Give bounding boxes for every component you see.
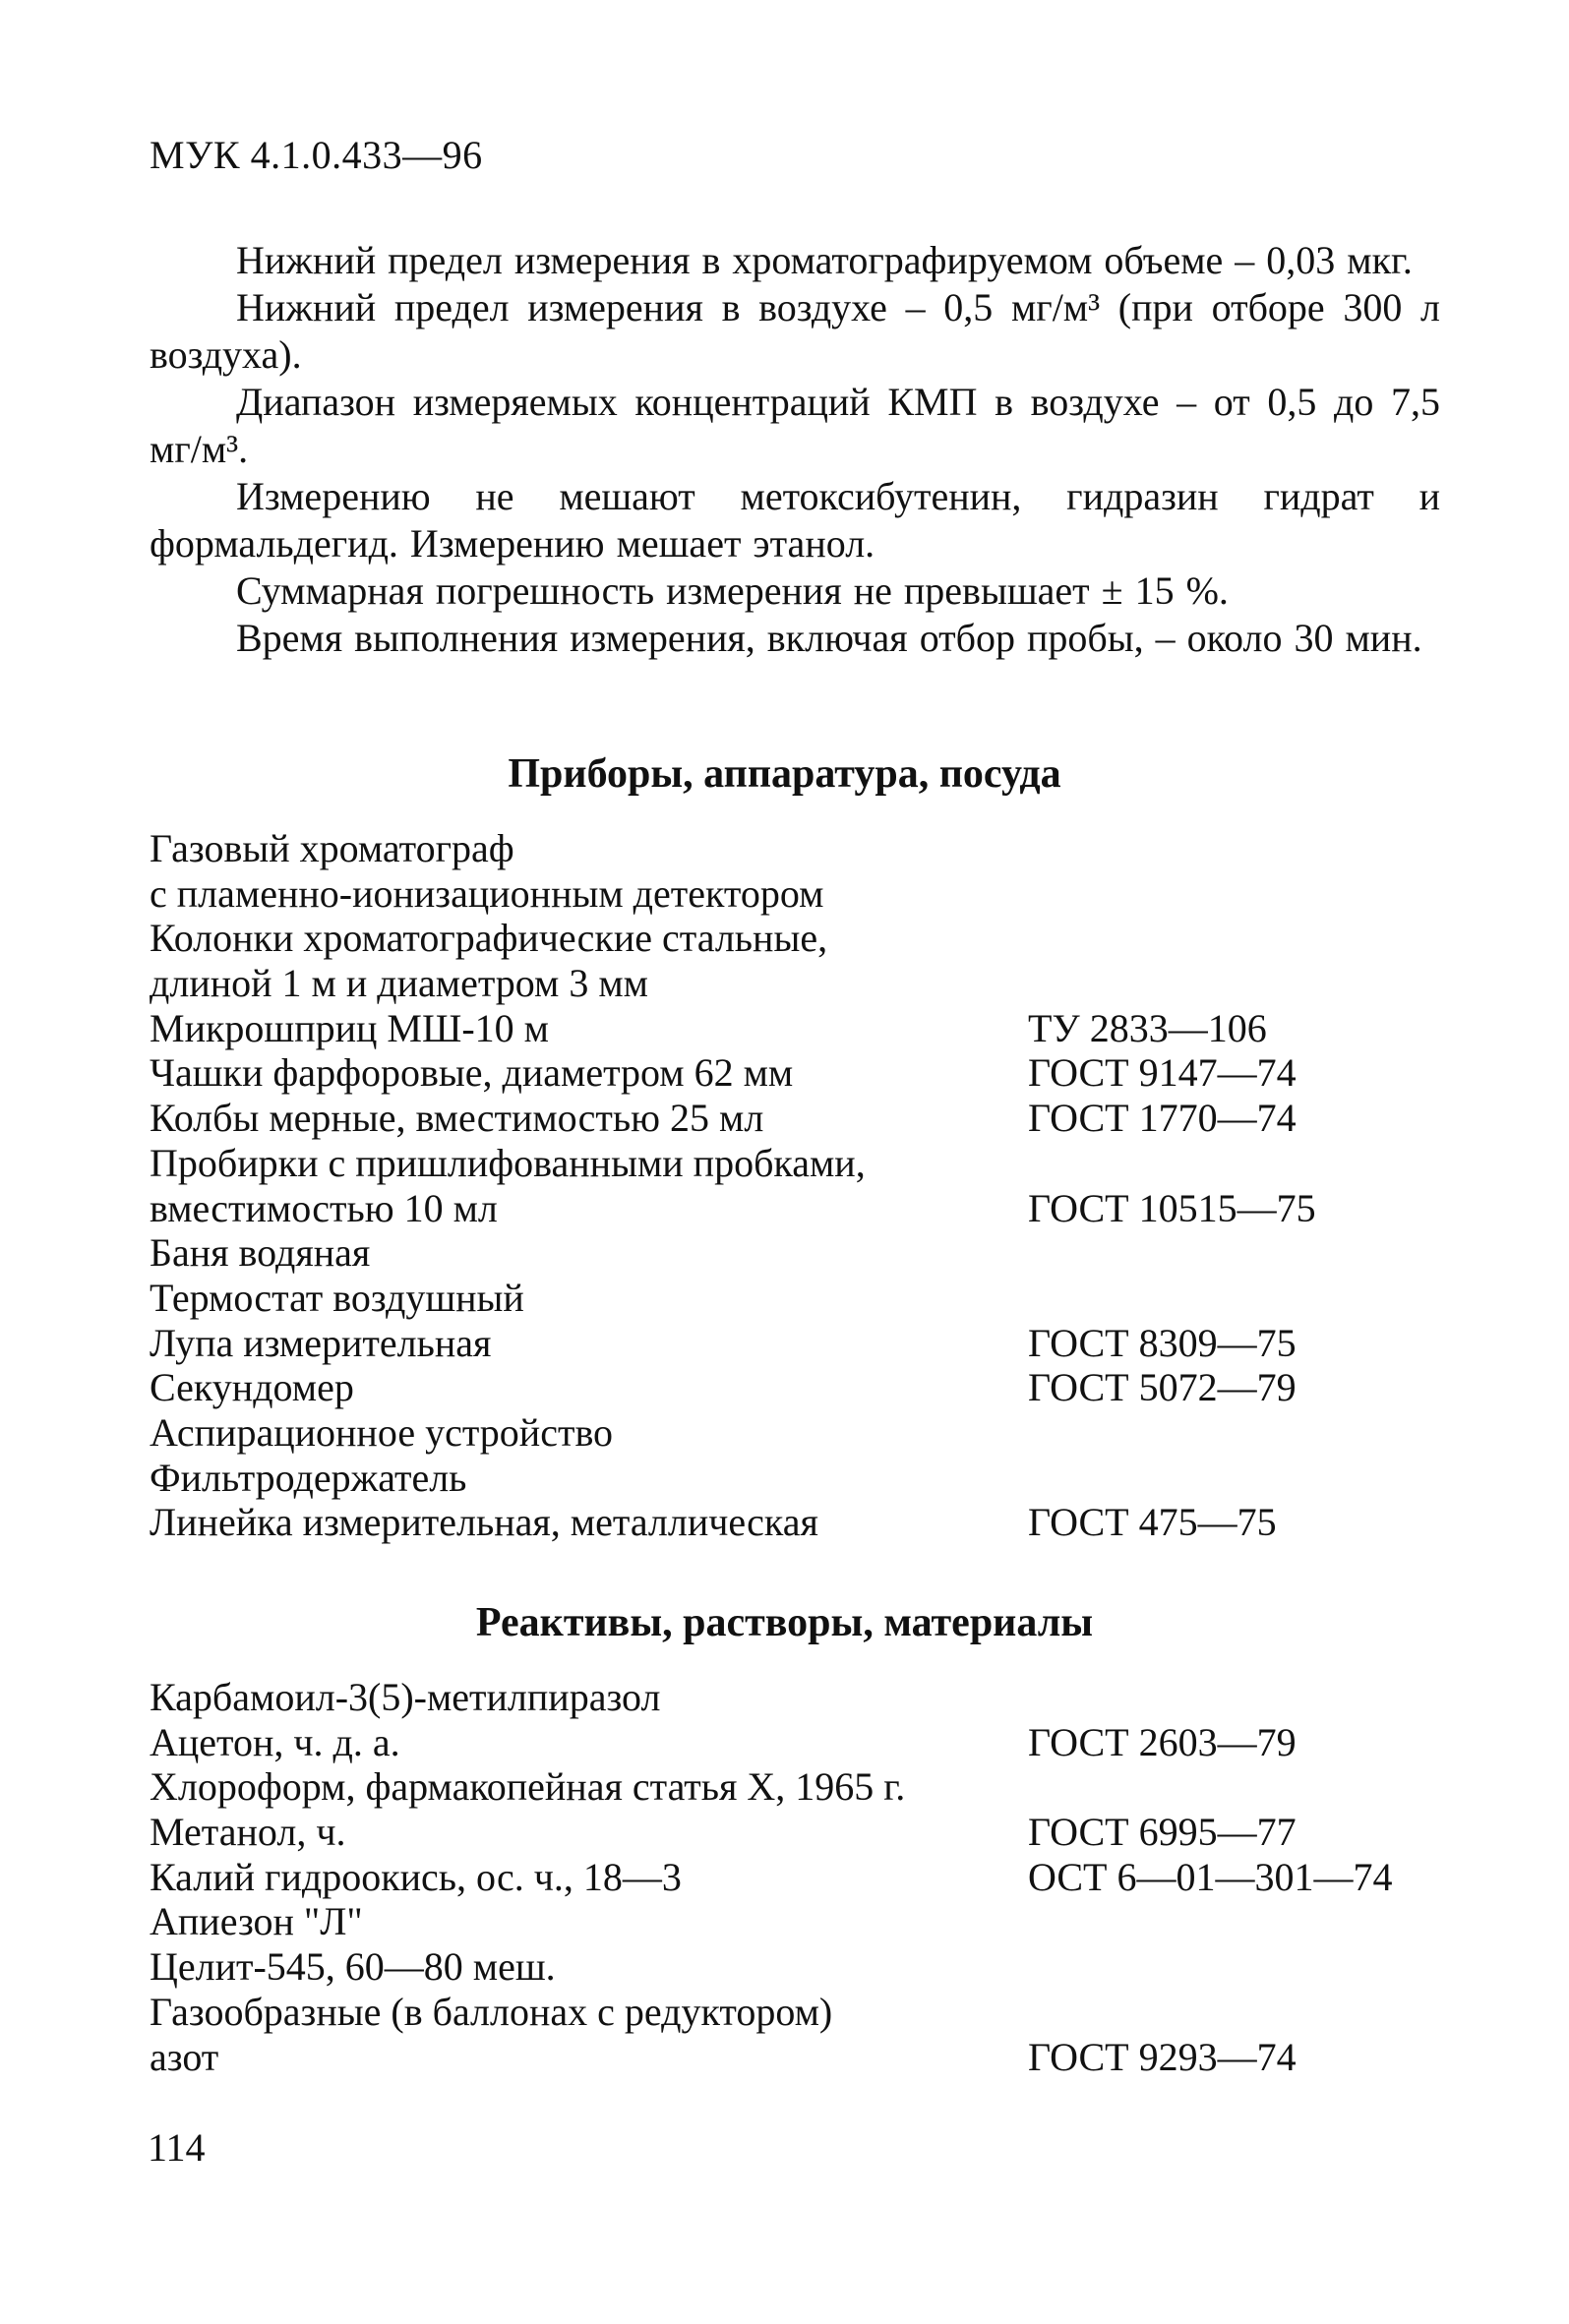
paragraph-time: Время выполнения измерения, включая отбор пробы, – около 30 мин. <box>236 616 1422 660</box>
item-name: азот <box>150 2034 219 2079</box>
paragraph-lower-limit-air: Нижний предел измерения в воздухе – 0,5 мг/м³ (при отборе 300 л воздуха). <box>150 285 1440 377</box>
item-name: Целит-545, 60—80 меш. <box>150 1944 556 1990</box>
item-name: Карбамоил-3(5)-метилпиразол <box>150 1675 661 1719</box>
section-title-reagents: Реактивы, растворы, материалы <box>475 1600 1094 1645</box>
paragraph-range: Диапазон измеряемых концентраций КМП в воздухе – от 0,5 до 7,5 мг/м³. <box>150 380 1440 471</box>
item-name: Пробирки с пришлифованными пробками, <box>150 1140 866 1185</box>
item-name: Калий гидроокись, ос. ч., 18—3 <box>150 1854 682 1899</box>
list-row <box>150 1500 1438 1545</box>
list-row <box>150 1096 1438 1141</box>
list-row <box>150 871 1438 917</box>
paragraph-interference: Измерению не мешают метоксибутенин, гидразин гидрат и формальдегид. Измерению мешает этанол. <box>150 474 1440 566</box>
item-standard: ГОСТ 6995—77 <box>1028 1810 1297 1855</box>
item-name: Газовый хроматограф <box>150 826 514 870</box>
item-name: длиной 1 м и диаметром 3 мм <box>150 961 648 1006</box>
list-row <box>150 1050 1438 1096</box>
page-number: 114 <box>148 2125 206 2170</box>
item-standard: ГОСТ 9147—74 <box>1028 1050 1297 1096</box>
list-row <box>150 1230 1438 1276</box>
list-row <box>150 1720 1438 1765</box>
section-title-equipment: Приборы, аппаратура, посуда <box>508 751 1061 797</box>
list-row <box>150 1006 1438 1051</box>
item-name: Термостат воздушный <box>150 1275 524 1320</box>
list-row <box>150 1276 1438 1321</box>
item-name: вместимостью 10 мл <box>150 1185 498 1230</box>
item-name: Аспирационное устройство <box>150 1409 614 1455</box>
list-row <box>150 2035 1438 2080</box>
paragraph-error: Суммарная погрешность измерения не превышает ± 15 %. <box>236 568 1229 613</box>
list-row <box>150 1321 1438 1366</box>
item-standard: ГОСТ 1770—74 <box>1028 1096 1297 1141</box>
item-name: Линейка измерительная, металлическая <box>150 1500 818 1545</box>
item-standard: ТУ 2833—106 <box>1028 1005 1267 1050</box>
item-name: Баня водяная <box>150 1230 371 1276</box>
item-name: с пламенно-ионизационным детектором <box>150 870 824 916</box>
item-name: Метанол, ч. <box>150 1810 346 1855</box>
list-row <box>150 1855 1438 1900</box>
item-name: Хлороформ, фармакопейная статья X, 1965 г. <box>150 1764 906 1810</box>
list-row <box>150 1675 1438 1720</box>
item-standard: ГОСТ 9293—74 <box>1028 2034 1297 2079</box>
item-standard: ГОСТ 475—75 <box>1028 1500 1277 1545</box>
equipment-list <box>150 826 1438 1545</box>
list-row <box>150 1899 1438 1944</box>
document-header: МУК 4.1.0.433—96 <box>150 133 483 177</box>
list-row <box>150 1764 1438 1810</box>
list-row <box>150 1810 1438 1855</box>
list-row <box>150 826 1438 871</box>
item-standard: ГОСТ 5072—79 <box>1028 1365 1297 1410</box>
list-row <box>150 916 1438 961</box>
item-name: Лупа измерительная <box>150 1320 492 1365</box>
item-name: Колбы мерные, вместимостью 25 мл <box>150 1096 764 1141</box>
item-standard: ГОСТ 10515—75 <box>1028 1185 1316 1230</box>
item-standard: ГОСТ 2603—79 <box>1028 1719 1297 1764</box>
list-row <box>150 1410 1438 1456</box>
item-name: Микрошприц МШ-10 м <box>150 1005 549 1050</box>
item-name: Газообразные (в баллонах с редуктором) <box>150 1989 833 2034</box>
list-row <box>150 1141 1438 1186</box>
list-row <box>150 1365 1438 1410</box>
list-row <box>150 1456 1438 1501</box>
reagents-list <box>150 1675 1438 2079</box>
item-name: Колонки хроматографические стальные, <box>150 916 828 961</box>
item-name: Чашки фарфоровые, диаметром 62 мм <box>150 1050 794 1096</box>
item-standard: ОСТ 6—01—301—74 <box>1028 1854 1393 1899</box>
list-row <box>150 961 1438 1006</box>
list-row <box>150 1186 1438 1231</box>
list-row <box>150 1990 1438 2035</box>
item-name: Секундомер <box>150 1365 354 1410</box>
item-name: Фильтродержатель <box>150 1455 467 1500</box>
item-standard: ГОСТ 8309—75 <box>1028 1320 1297 1365</box>
paragraph-lower-limit-volume: Нижний предел измерения в хроматографируемом объеме – 0,03 мкг. <box>236 238 1413 282</box>
item-name: Апиезон "Л" <box>150 1899 363 1944</box>
list-row <box>150 1944 1438 1990</box>
item-name: Ацетон, ч. д. а. <box>150 1719 400 1764</box>
